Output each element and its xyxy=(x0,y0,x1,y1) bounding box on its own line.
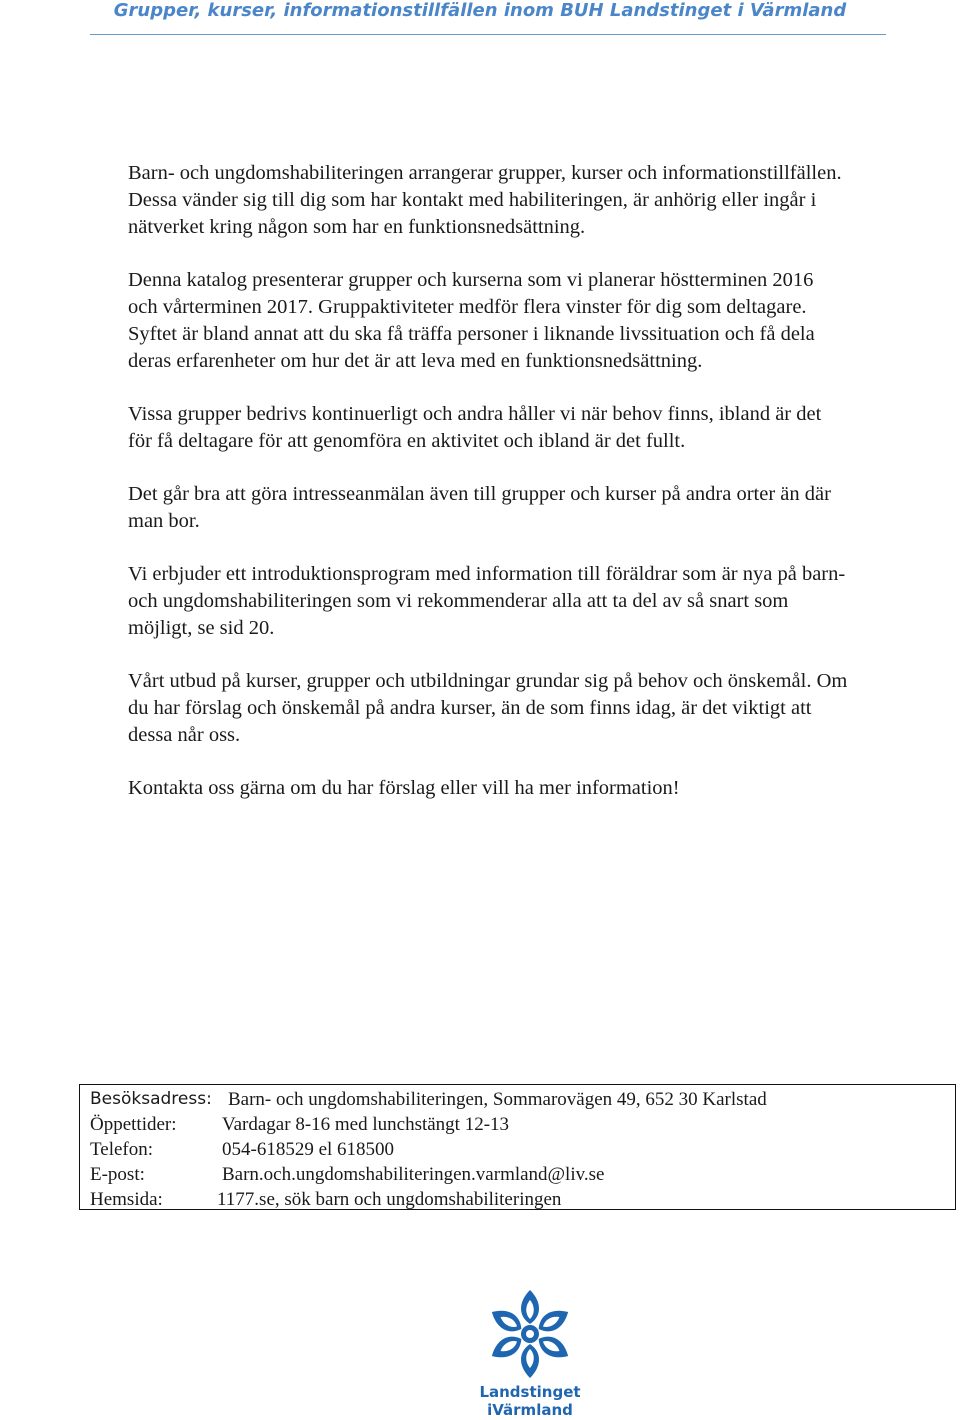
visit-address-row xyxy=(90,1087,955,1112)
opening-hours-label: Öppettider: xyxy=(90,1114,177,1135)
phone-label: Telefon: xyxy=(90,1139,154,1160)
paragraph-groups: Vissa grupper bedrivs kontinuerligt och andra håller vi när behov finns, ibland är det för få deltagare för att genomföra en aktivitet och ibland är det fullt. xyxy=(128,403,822,452)
paragraph-intro: Barn- och ungdomshabiliteringen arrangerar grupper, kurser och informationstillfällen. Dessa vänder sig till dig som har kontakt med habiliteringen, är anhörig eller ingår i nätverket kring någon som har en funktionsnedsättning. xyxy=(128,162,842,238)
email-value[interactable]: Barn.och.ungdomshabiliteringen.varmland@liv.se xyxy=(222,1164,605,1185)
paragraph-contact-us: Kontakta oss gärna om du har förslag eller vill ha mer information! xyxy=(128,777,680,799)
phone-row xyxy=(90,1137,955,1162)
visit-address-value: Barn- och ungdomshabiliteringen, Sommarovägen 49, 652 30 Karlstad xyxy=(228,1089,767,1110)
paragraph-offer: Vårt utbud på kurser, grupper och utbildningar grundar sig på behov och önskemål. Om du har förslag och önskemål på andra kurser, än de som finns idag, är det viktigt att dessa når oss. xyxy=(128,670,848,746)
paragraph-introduction-program: Vi erbjuder ett introduktionsprogram med information till föräldrar som är nya på barn- och ungdomshabiliteringen som vi rekommenderar alla att ta del av så snart som möjligt, se sid 20. xyxy=(128,563,846,639)
logo-text-line1: Landstinget xyxy=(479,1383,581,1401)
email-row xyxy=(90,1162,955,1187)
paragraph-other-locations: Det går bra att göra intresseanmälan även till grupper och kurser på andra orter än där man bor. xyxy=(128,483,831,532)
opening-hours-row xyxy=(90,1112,955,1137)
website-row xyxy=(90,1187,955,1212)
opening-hours-value: Vardagar 8-16 med lunchstängt 12-13 xyxy=(222,1114,510,1135)
star-flower-icon xyxy=(470,1288,590,1380)
website-value[interactable]: 1177.se, sök barn och ungdomshabiliteringen xyxy=(217,1189,562,1210)
body-text xyxy=(128,160,848,828)
phone-value: 054-618529 el 618500 xyxy=(222,1139,395,1160)
header-divider xyxy=(90,34,886,35)
contact-info-box xyxy=(79,1084,956,1210)
landstinget-logo xyxy=(470,1288,590,1420)
website-label: Hemsida: xyxy=(90,1189,163,1210)
page-header-title: Grupper, kurser, informationstillfällen inom BUH Landstinget i Värmland xyxy=(113,0,847,21)
logo-text-line2: iVärmland xyxy=(487,1401,573,1419)
email-label: E-post: xyxy=(90,1164,145,1185)
visit-address-label: Besöksadress: xyxy=(90,1089,212,1109)
paragraph-catalog: Denna katalog presenterar grupper och kurserna som vi planerar höstterminen 2016 och vårterminen 2017. Gruppaktiviteter medför flera vinster för dig som deltagare. Syftet är bland annat att du ska få träffa personer i liknande livssituation och få dela deras erfarenheter om hur det är att leva med en funktionsnedsättning. xyxy=(128,269,815,372)
